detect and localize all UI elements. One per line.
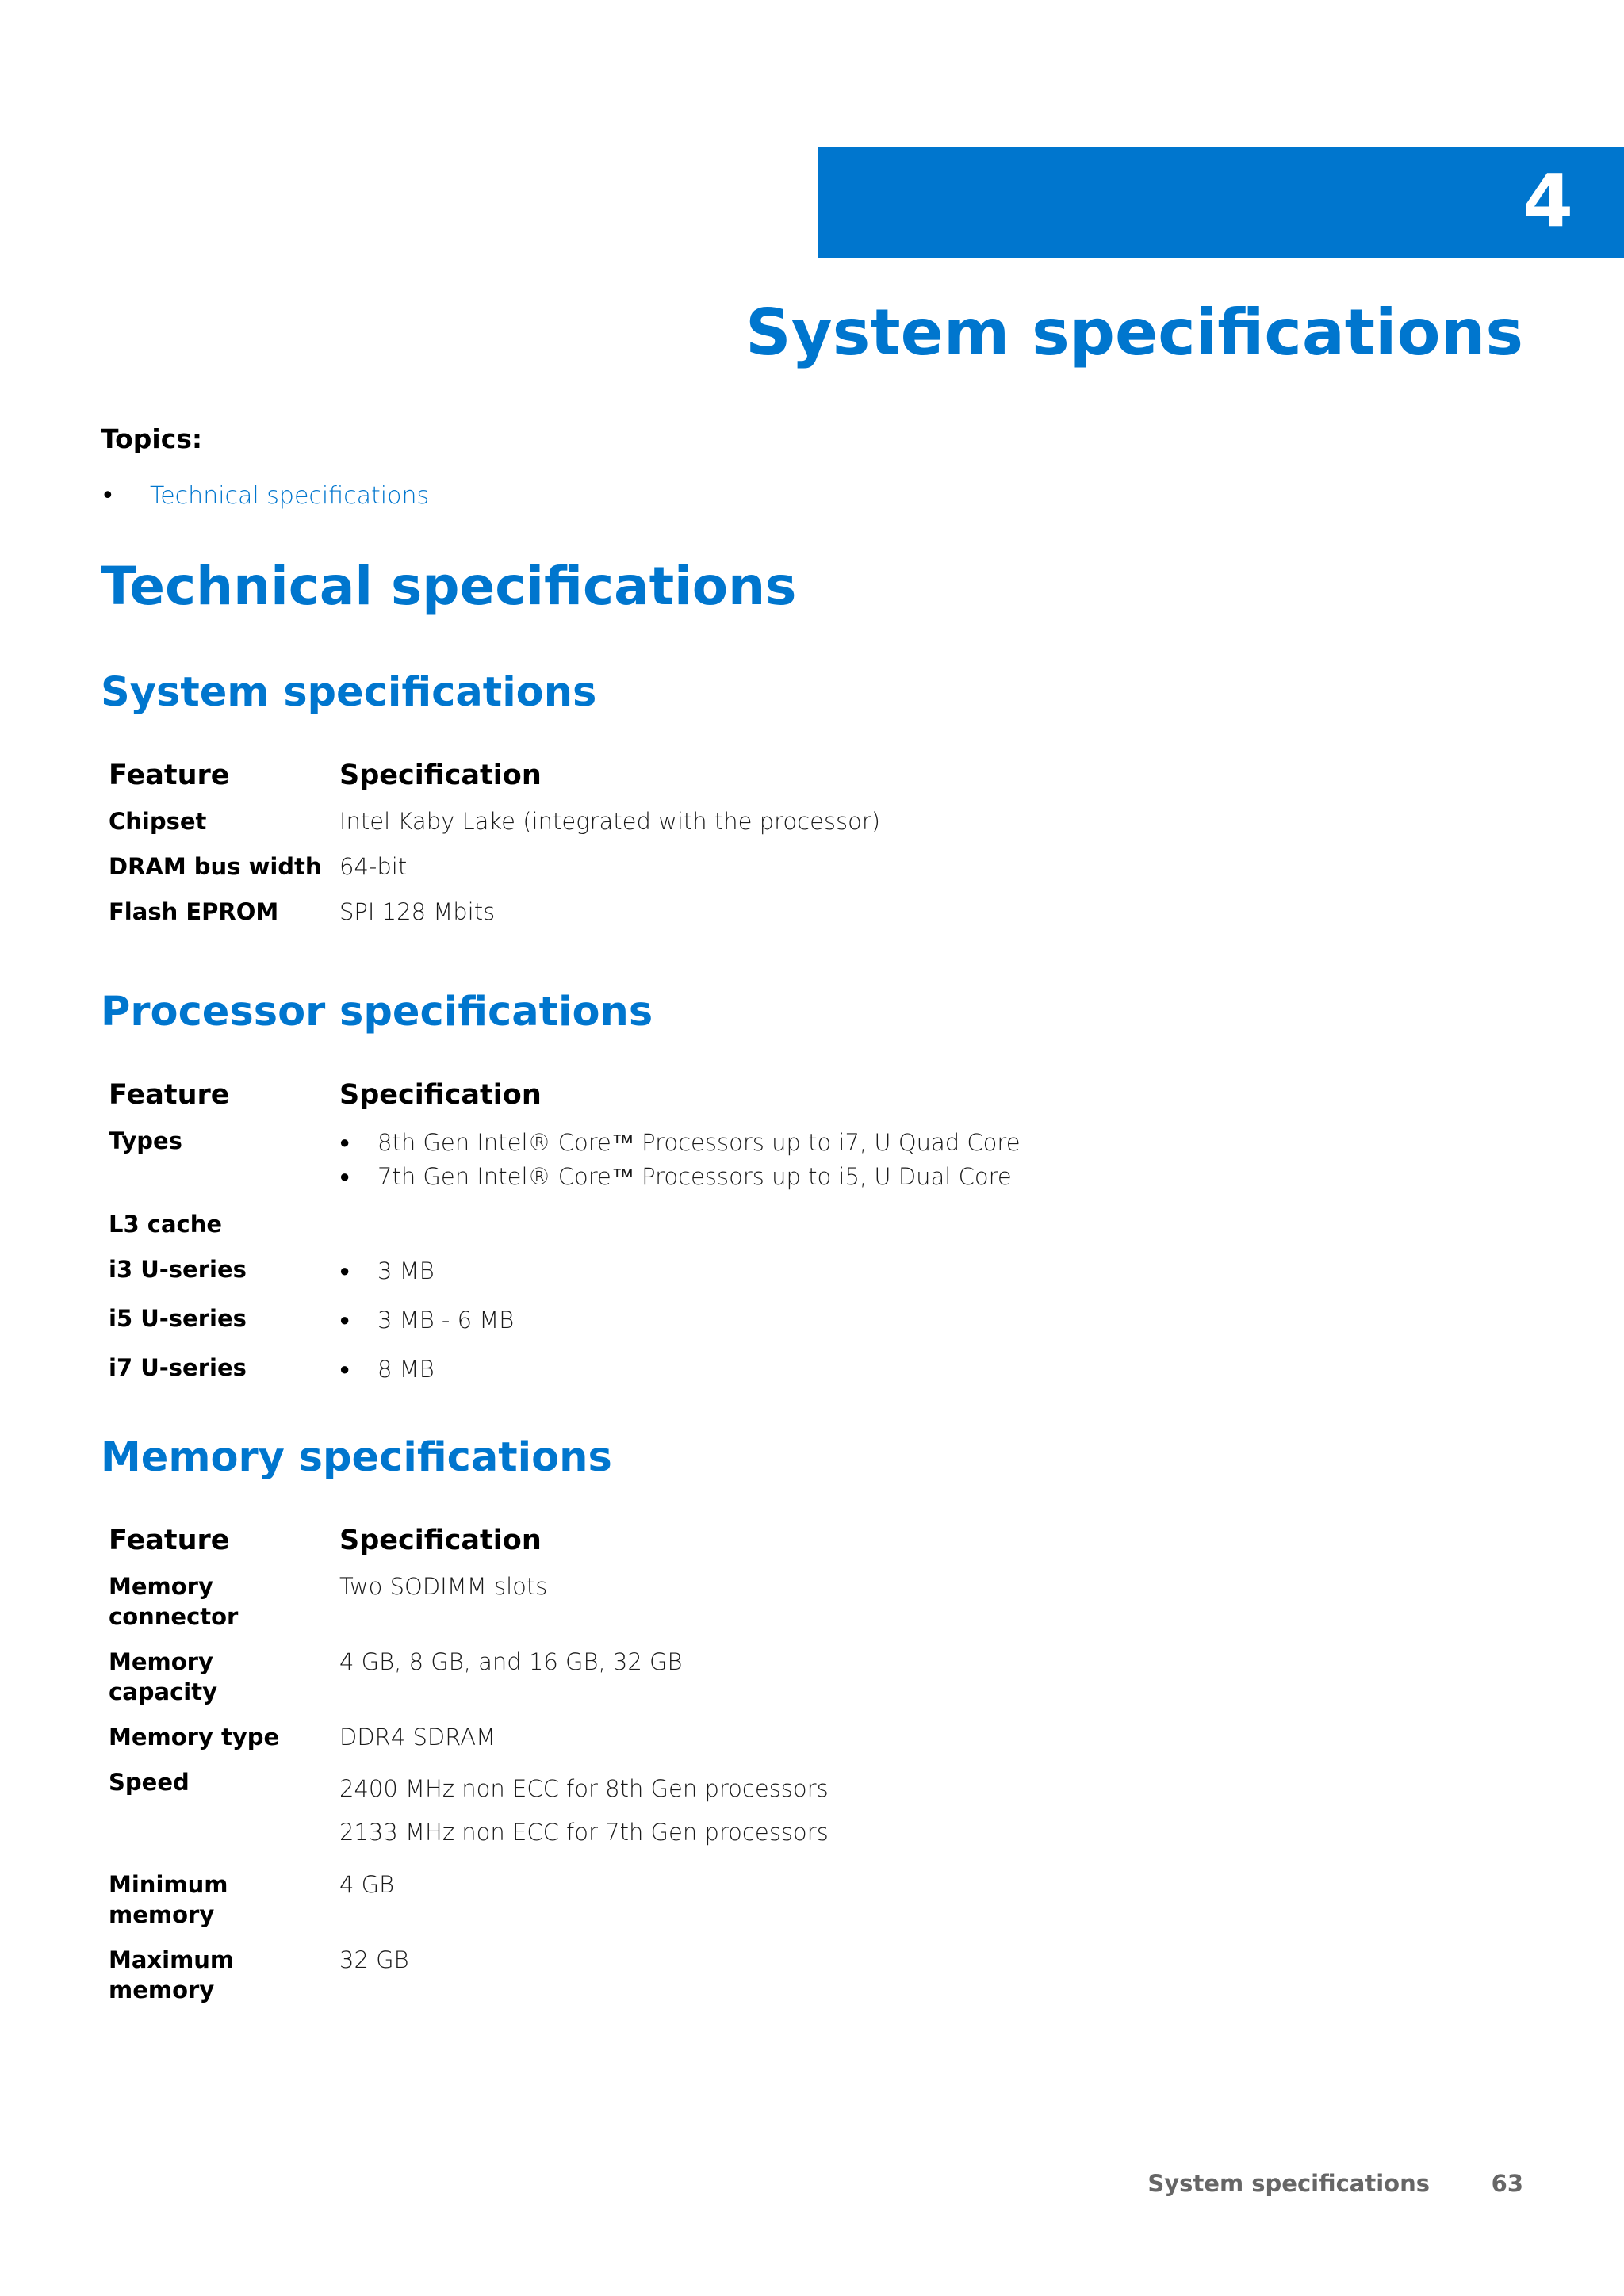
- cache-list: [339, 1303, 1132, 1337]
- table-header-row: [109, 1524, 1132, 1571]
- feature-cell: DRAM bus width: [109, 853, 322, 880]
- chapter-number: 4: [1522, 159, 1573, 243]
- page-number: 63: [1491, 2170, 1523, 2197]
- list-item: ● 3 MB - 6 MB: [339, 1303, 1132, 1337]
- memory-specs-title: Memory specifications: [101, 1434, 612, 1481]
- feature-cell: Maximum memory: [109, 1946, 235, 2003]
- table-row: [109, 1647, 1132, 1722]
- spec-cell: DDR4 SDRAM: [339, 1724, 496, 1751]
- cache-list: [339, 1353, 1132, 1387]
- chapter-banner: [818, 147, 1624, 258]
- topic-link-technical-specifications[interactable]: Technical specifications: [150, 482, 430, 510]
- chapter-title: System specifications: [745, 296, 1523, 369]
- specification-header: Specification: [339, 1525, 542, 1556]
- table-header-row: [109, 1078, 1132, 1126]
- topics-heading: Topics:: [101, 423, 203, 454]
- table-row: [109, 1209, 1132, 1254]
- spec-cell: [339, 1767, 1132, 1869]
- spec-cell: Intel Kaby Lake (integrated with the processor): [339, 808, 881, 835]
- table-row: [109, 851, 1132, 897]
- list-item: ● 8 MB: [339, 1353, 1132, 1387]
- table-row: [109, 1303, 1132, 1353]
- spec-cell: SPI 128 Mbits: [339, 898, 496, 925]
- feature-cell: i7 U-series: [109, 1354, 247, 1381]
- feature-cell: Types: [109, 1127, 182, 1154]
- specification-header: Specification: [339, 1079, 542, 1111]
- table-row: [109, 1767, 1132, 1869]
- list-item: ● 3 MB: [339, 1254, 1132, 1288]
- section-title: Technical specifications: [101, 556, 797, 617]
- table-row: [109, 1869, 1132, 1945]
- processor-specs-title: Processor specifications: [101, 989, 653, 1035]
- spec-cell: Two SODIMM slots: [339, 1573, 548, 1600]
- table-row: [109, 1353, 1132, 1402]
- feature-cell: Memory connector: [109, 1573, 239, 1630]
- processor-specs-table: [109, 1078, 1132, 1402]
- spec-cell: [339, 1254, 1132, 1303]
- feature-cell: Memory capacity: [109, 1648, 217, 1705]
- spec-cell: 4 GB: [339, 1871, 395, 1898]
- topics-list-item: [101, 480, 429, 511]
- speed-line: 2133 MHz non ECC for 7th Gen processors: [339, 1819, 829, 1846]
- table-header-row: [109, 759, 1132, 806]
- spec-cell: 64-bit: [339, 853, 408, 880]
- feature-cell: Speed: [109, 1769, 190, 1796]
- feature-header: Feature: [109, 1079, 230, 1111]
- spec-cell: [339, 1353, 1132, 1402]
- list-item: ● 7th Gen Intel® Core™ Processors up to i5, U Dual Core: [339, 1160, 1132, 1194]
- feature-cell: Minimum memory: [109, 1871, 228, 1928]
- system-specs-table: [109, 759, 1132, 942]
- spec-cell: [339, 1126, 1132, 1209]
- spec-cell: 4 GB, 8 GB, and 16 GB, 32 GB: [339, 1648, 683, 1675]
- spec-cell: [339, 1209, 1132, 1254]
- list-item: ● 8th Gen Intel® Core™ Processors up to i7, U Quad Core: [339, 1126, 1132, 1160]
- speed-line: 2400 MHz non ECC for 8th Gen processors: [339, 1775, 829, 1802]
- table-row: [109, 1571, 1132, 1647]
- table-row: [109, 806, 1132, 851]
- feature-cell: L3 cache: [109, 1211, 223, 1238]
- processor-types-list: [339, 1126, 1132, 1194]
- feature-header: Feature: [109, 760, 230, 791]
- spec-cell: [339, 1303, 1132, 1353]
- table-row: [109, 1254, 1132, 1303]
- feature-cell: Chipset: [109, 808, 207, 835]
- feature-header: Feature: [109, 1525, 230, 1556]
- footer-title: System specifications: [1147, 2170, 1430, 2197]
- specification-header: Specification: [339, 760, 542, 791]
- memory-specs-table: [109, 1524, 1132, 2020]
- feature-cell: Flash EPROM: [109, 898, 279, 925]
- table-row: [109, 897, 1132, 942]
- table-row: [109, 1126, 1132, 1209]
- cache-list: [339, 1254, 1132, 1288]
- table-row: [109, 1722, 1132, 1767]
- table-row: [109, 1945, 1132, 2020]
- topics-list: [101, 480, 429, 511]
- feature-cell: Memory type: [109, 1724, 280, 1751]
- system-specs-title: System specifications: [101, 669, 597, 716]
- spec-cell: 32 GB: [339, 1946, 409, 1973]
- feature-cell: i5 U-series: [109, 1305, 247, 1332]
- feature-cell: i3 U-series: [109, 1256, 247, 1283]
